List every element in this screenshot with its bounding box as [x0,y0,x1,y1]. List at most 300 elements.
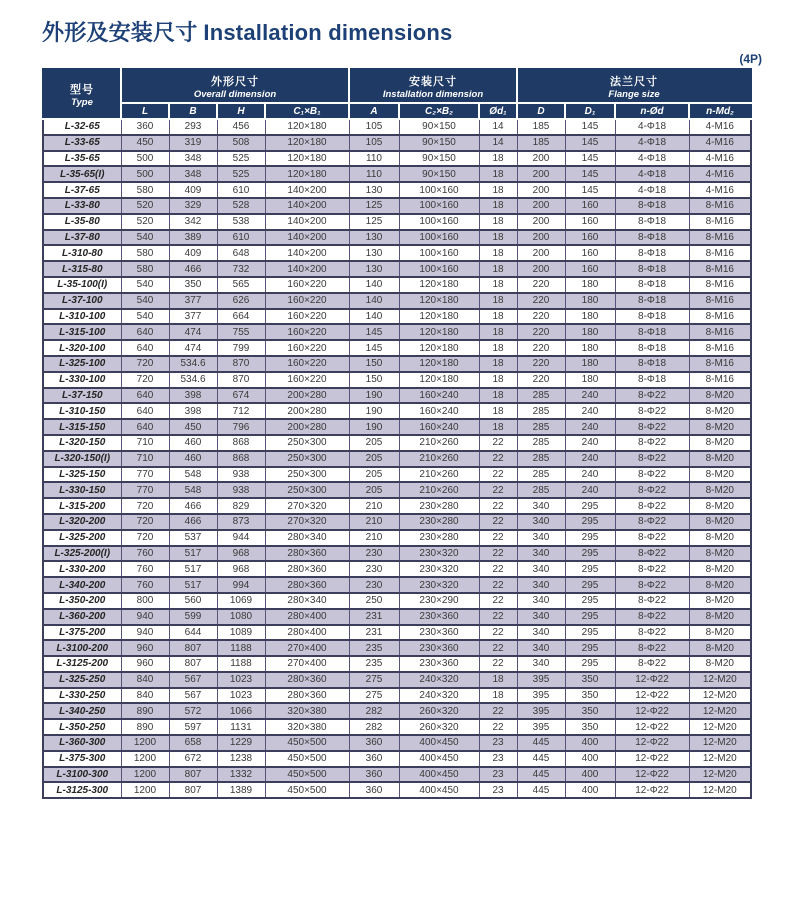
value-cell: 18 [479,182,517,198]
value-cell: 534.6 [169,356,217,372]
value-cell: 200 [517,198,565,214]
value-cell: 540 [121,293,169,309]
value-cell: 640 [121,324,169,340]
value-cell: 120×180 [399,277,479,293]
value-cell: 295 [565,561,615,577]
value-cell: 110 [349,166,399,182]
table-row-L-310-80 [43,245,751,261]
value-cell: 4-M16 [689,182,751,198]
value-cell: 450 [169,419,217,435]
value-cell: 572 [169,703,217,719]
value-cell: 130 [349,230,399,246]
value-cell: 840 [121,688,169,704]
column-header-nmd: n-Md₂ [689,103,751,119]
value-cell: 160 [565,198,615,214]
value-cell: 960 [121,640,169,656]
value-cell: 395 [517,688,565,704]
type-cell: L-35-65 [43,151,121,167]
value-cell: 210×260 [399,435,479,451]
value-cell: 240 [565,388,615,404]
value-cell: 295 [565,577,615,593]
value-cell: 8-Φ22 [615,482,689,498]
value-cell: 130 [349,182,399,198]
value-cell: 145 [565,119,615,135]
value-cell: 240 [565,435,615,451]
value-cell: 230×280 [399,530,479,546]
value-cell: 220 [517,324,565,340]
value-cell: 610 [217,230,265,246]
value-cell: 672 [169,751,217,767]
value-cell: 565 [217,277,265,293]
value-cell: 22 [479,482,517,498]
value-cell: 18 [479,214,517,230]
value-cell: 8-Φ18 [615,261,689,277]
value-cell: 8-Φ22 [615,561,689,577]
value-cell: 280×400 [265,625,349,641]
group-header-chinese: 外形尺寸 [211,75,259,88]
table-row-L-360-300 [43,735,751,751]
value-cell: 18 [479,230,517,246]
type-cell: L-35-65(I) [43,166,121,182]
value-cell: 140×200 [265,214,349,230]
value-cell: 720 [121,530,169,546]
type-cell: L-37-100 [43,293,121,309]
value-cell: 517 [169,577,217,593]
value-cell: 285 [517,388,565,404]
value-cell: 8-Φ18 [615,230,689,246]
value-cell: 18 [479,688,517,704]
type-cell: L-32-65 [43,119,121,135]
value-cell: 160 [565,245,615,261]
value-cell: 840 [121,672,169,688]
column-header-d: Ød₁ [479,103,517,119]
value-cell: 8-Φ18 [615,198,689,214]
value-cell: 8-M16 [689,356,751,372]
value-cell: 599 [169,609,217,625]
value-cell: 1080 [217,609,265,625]
value-cell: 710 [121,451,169,467]
value-cell: 210×260 [399,467,479,483]
type-header-chinese: 型号 [70,83,94,96]
value-cell: 200×280 [265,403,349,419]
type-cell: L-315-80 [43,261,121,277]
type-cell: L-35-80 [43,214,121,230]
value-cell: 755 [217,324,265,340]
value-cell: 340 [517,640,565,656]
type-cell: L-310-80 [43,245,121,261]
value-cell: 205 [349,482,399,498]
value-cell: 120×180 [399,309,479,325]
value-cell: 220 [517,340,565,356]
value-cell: 90×150 [399,166,479,182]
type-cell: L-37-65 [43,182,121,198]
value-cell: 400 [565,751,615,767]
value-cell: 18 [479,403,517,419]
value-cell: 285 [517,419,565,435]
value-cell: 350 [565,688,615,704]
value-cell: 260×320 [399,719,479,735]
value-cell: 100×160 [399,245,479,261]
value-cell: 180 [565,293,615,309]
type-cell: L-315-150 [43,419,121,435]
value-cell: 270×400 [265,656,349,672]
value-cell: 1066 [217,703,265,719]
value-cell: 230×290 [399,593,479,609]
value-cell: 8-M20 [689,482,751,498]
table-row-L-330-200 [43,561,751,577]
value-cell: 800 [121,593,169,609]
value-cell: 180 [565,356,615,372]
value-cell: 377 [169,309,217,325]
group-header-english: Flange size [608,88,660,100]
value-cell: 180 [565,277,615,293]
type-cell: L-350-250 [43,719,121,735]
value-cell: 8-Φ18 [615,293,689,309]
value-cell: 940 [121,609,169,625]
value-cell: 160 [565,261,615,277]
value-cell: 710 [121,435,169,451]
table-row-L-330-100 [43,372,751,388]
group-header-english: Installation dimension [382,88,484,100]
value-cell: 395 [517,703,565,719]
type-cell: L-375-300 [43,751,121,767]
value-cell: 280×360 [265,672,349,688]
value-cell: 160×220 [265,372,349,388]
value-cell: 230 [349,561,399,577]
value-cell: 8-M20 [689,451,751,467]
table-row-L-315-150 [43,419,751,435]
value-cell: 870 [217,372,265,388]
value-cell: 8-M20 [689,593,751,609]
value-cell: 400×450 [399,735,479,751]
value-cell: 8-M16 [689,198,751,214]
value-cell: 340 [517,577,565,593]
value-cell: 90×150 [399,119,479,135]
installation-dimensions-table [42,68,752,799]
value-cell: 295 [565,530,615,546]
value-cell: 8-Φ22 [615,419,689,435]
value-cell: 90×150 [399,151,479,167]
value-cell: 120×180 [265,119,349,135]
value-cell: 22 [479,561,517,577]
value-cell: 445 [517,782,565,798]
table-row-L-3100-300 [43,767,751,783]
value-cell: 8-Φ22 [615,514,689,530]
value-cell: 280×360 [265,688,349,704]
value-cell: 220 [517,356,565,372]
value-cell: 644 [169,625,217,641]
value-cell: 231 [349,609,399,625]
value-cell: 240×320 [399,672,479,688]
value-cell: 8-M20 [689,435,751,451]
value-cell: 200 [517,245,565,261]
type-cell: L-320-150 [43,435,121,451]
value-cell: 220 [517,309,565,325]
value-cell: 890 [121,719,169,735]
table-row-L-37-100 [43,293,751,309]
value-cell: 398 [169,388,217,404]
value-cell: 4-Φ18 [615,151,689,167]
value-cell: 12-M20 [689,751,751,767]
table-row-L-315-80 [43,261,751,277]
value-cell: 340 [517,625,565,641]
value-cell: 944 [217,530,265,546]
value-cell: 508 [217,135,265,151]
value-cell: 732 [217,261,265,277]
column-header-cb: C₁×B₁ [265,103,349,119]
group-header-0 [121,69,349,103]
value-cell: 285 [517,403,565,419]
value-cell: 968 [217,561,265,577]
value-cell: 12-Φ22 [615,672,689,688]
column-header-nd: n-Ød [615,103,689,119]
type-cell: L-350-200 [43,593,121,609]
value-cell: 8-M16 [689,214,751,230]
value-cell: 1069 [217,593,265,609]
value-cell: 100×160 [399,198,479,214]
table-row-L-310-100 [43,309,751,325]
value-cell: 329 [169,198,217,214]
type-cell: L-375-200 [43,625,121,641]
value-cell: 4-M16 [689,119,751,135]
value-cell: 12-M20 [689,735,751,751]
value-cell: 285 [517,435,565,451]
value-cell: 409 [169,182,217,198]
value-cell: 145 [565,135,615,151]
value-cell: 340 [517,546,565,562]
value-cell: 8-Φ22 [615,577,689,593]
type-cell: L-320-150(I) [43,451,121,467]
value-cell: 23 [479,735,517,751]
value-cell: 22 [479,530,517,546]
value-cell: 540 [121,230,169,246]
value-cell: 12-Φ22 [615,735,689,751]
column-header-d: D [517,103,565,119]
value-cell: 12-Φ22 [615,782,689,798]
value-cell: 540 [121,277,169,293]
value-cell: 712 [217,403,265,419]
value-cell: 120×180 [265,151,349,167]
value-cell: 200×280 [265,419,349,435]
value-cell: 210×260 [399,451,479,467]
value-cell: 360 [349,751,399,767]
value-cell: 1131 [217,719,265,735]
value-cell: 160×240 [399,419,479,435]
value-cell: 640 [121,388,169,404]
value-cell: 796 [217,419,265,435]
value-cell: 125 [349,198,399,214]
value-cell: 100×160 [399,230,479,246]
value-cell: 409 [169,245,217,261]
value-cell: 120×180 [399,340,479,356]
value-cell: 140×200 [265,230,349,246]
value-cell: 22 [479,577,517,593]
value-cell: 240 [565,403,615,419]
value-cell: 450 [121,135,169,151]
value-cell: 140×200 [265,198,349,214]
value-cell: 285 [517,467,565,483]
value-cell: 280×400 [265,609,349,625]
value-cell: 280×340 [265,530,349,546]
value-cell: 12-M20 [689,767,751,783]
value-cell: 230×320 [399,546,479,562]
value-cell: 400 [565,767,615,783]
value-cell: 235 [349,640,399,656]
value-cell: 295 [565,514,615,530]
type-cell: L-330-250 [43,688,121,704]
value-cell: 22 [479,703,517,719]
value-cell: 23 [479,751,517,767]
value-cell: 8-M16 [689,293,751,309]
value-cell: 400×450 [399,782,479,798]
value-cell: 22 [479,640,517,656]
value-cell: 130 [349,245,399,261]
value-cell: 270×320 [265,514,349,530]
value-cell: 560 [169,593,217,609]
value-cell: 938 [217,467,265,483]
value-cell: 1389 [217,782,265,798]
value-cell: 610 [217,182,265,198]
value-cell: 760 [121,577,169,593]
value-cell: 220 [517,293,565,309]
value-cell: 12-M20 [689,688,751,704]
value-cell: 250×300 [265,435,349,451]
value-cell: 398 [169,403,217,419]
value-cell: 90×150 [399,135,479,151]
value-cell: 1200 [121,751,169,767]
value-cell: 150 [349,356,399,372]
value-cell: 528 [217,198,265,214]
value-cell: 538 [217,214,265,230]
value-cell: 8-M16 [689,309,751,325]
type-cell: L-315-200 [43,498,121,514]
value-cell: 320×380 [265,703,349,719]
value-cell: 8-Φ18 [615,324,689,340]
value-cell: 450×500 [265,782,349,798]
value-cell: 340 [517,530,565,546]
value-cell: 240 [565,482,615,498]
column-header-type [43,69,121,119]
value-cell: 8-M16 [689,261,751,277]
value-cell: 22 [479,498,517,514]
value-cell: 466 [169,261,217,277]
value-cell: 450×500 [265,751,349,767]
table-header [43,69,751,119]
table-row-L-330-250 [43,688,751,704]
value-cell: 190 [349,403,399,419]
value-cell: 18 [479,340,517,356]
table-body [43,119,751,798]
value-cell: 8-Φ22 [615,656,689,672]
value-cell: 250 [349,593,399,609]
value-cell: 350 [565,672,615,688]
value-cell: 18 [479,419,517,435]
value-cell: 520 [121,198,169,214]
value-cell: 445 [517,735,565,751]
value-cell: 18 [479,309,517,325]
value-cell: 270×320 [265,498,349,514]
table-row-L-325-200(I) [43,546,751,562]
value-cell: 868 [217,435,265,451]
value-cell: 12-Φ22 [615,688,689,704]
value-cell: 548 [169,482,217,498]
value-cell: 22 [479,609,517,625]
group-header-chinese: 法兰尺寸 [610,75,659,88]
value-cell: 770 [121,467,169,483]
table-row-L-325-150 [43,467,751,483]
value-cell: 22 [479,435,517,451]
type-cell: L-325-200 [43,530,121,546]
value-cell: 145 [565,182,615,198]
value-cell: 868 [217,451,265,467]
value-cell: 720 [121,356,169,372]
value-cell: 8-Φ18 [615,245,689,261]
table-row-L-35-65 [43,151,751,167]
column-header-l: L [121,103,169,119]
value-cell: 230×320 [399,561,479,577]
value-cell: 240 [565,419,615,435]
value-cell: 760 [121,561,169,577]
value-cell: 22 [479,467,517,483]
table-row-L-3125-200 [43,656,751,672]
value-cell: 160×220 [265,293,349,309]
value-cell: 968 [217,546,265,562]
table-row-L-315-100 [43,324,751,340]
value-cell: 8-M20 [689,530,751,546]
value-cell: 280×360 [265,577,349,593]
value-cell: 240×320 [399,688,479,704]
value-cell: 160×220 [265,309,349,325]
value-cell: 12-M20 [689,672,751,688]
value-cell: 8-Φ18 [615,356,689,372]
value-cell: 890 [121,703,169,719]
value-cell: 4-Φ18 [615,182,689,198]
value-cell: 8-M16 [689,245,751,261]
value-cell: 210 [349,514,399,530]
page-title-english: Installation dimensions [203,20,453,45]
value-cell: 580 [121,245,169,261]
value-cell: 1332 [217,767,265,783]
value-cell: 270×400 [265,640,349,656]
value-cell: 275 [349,672,399,688]
value-cell: 125 [349,214,399,230]
group-header-2 [517,69,751,103]
value-cell: 8-M20 [689,403,751,419]
table-row-L-37-80 [43,230,751,246]
type-cell: L-330-100 [43,372,121,388]
value-cell: 210 [349,498,399,514]
value-cell: 120×180 [265,135,349,151]
value-cell: 230×360 [399,625,479,641]
value-cell: 160×240 [399,403,479,419]
value-cell: 4-M16 [689,135,751,151]
value-cell: 640 [121,403,169,419]
value-cell: 12-M20 [689,703,751,719]
table-row-L-35-100(I) [43,277,751,293]
value-cell: 474 [169,340,217,356]
value-cell: 23 [479,782,517,798]
value-cell: 1238 [217,751,265,767]
value-cell: 389 [169,230,217,246]
value-cell: 230×360 [399,656,479,672]
value-cell: 160×220 [265,340,349,356]
value-cell: 8-Φ22 [615,435,689,451]
value-cell: 275 [349,688,399,704]
value-cell: 160 [565,214,615,230]
column-header-a: A [349,103,399,119]
value-cell: 282 [349,703,399,719]
value-cell: 720 [121,498,169,514]
